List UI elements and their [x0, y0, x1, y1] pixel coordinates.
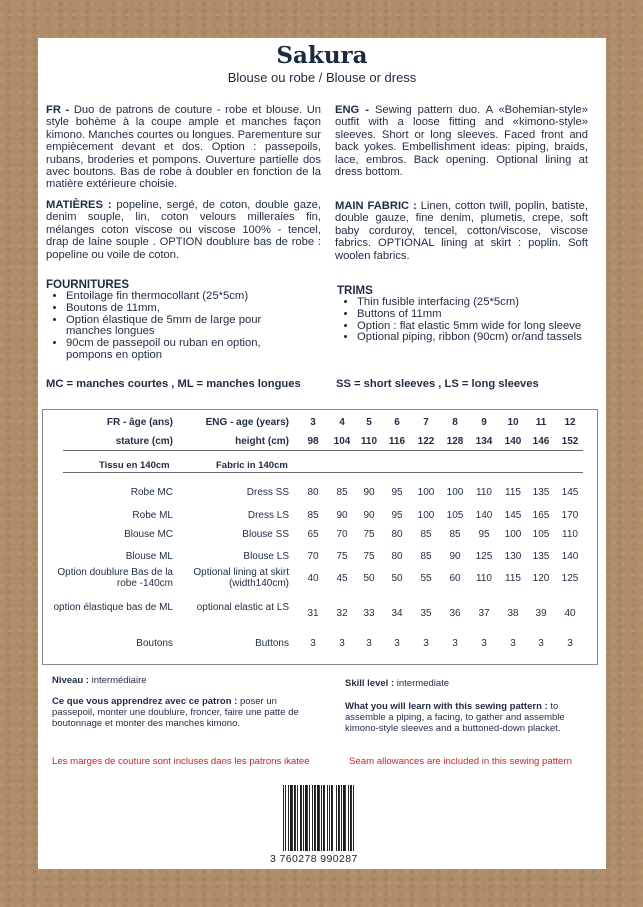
barcode-bar [331, 785, 333, 851]
table-cell: 105 [532, 529, 550, 540]
table-cell: 40 [307, 573, 319, 584]
row-label-fr: Robe ML [132, 510, 173, 521]
eng-trims [337, 285, 607, 344]
barcode-bar [343, 785, 346, 851]
fr-materials-text: popeline, sergé, de coton, double gaze, denim souple, lin, coton velours milleraies fin, mélanges coton viscose ou viscose 100% - tencel, drap de laine souple . OPTION doublure bas de robe : popeline ou voile de coton. [46, 199, 321, 261]
eng-level-value: intermediate [396, 678, 450, 689]
pattern-back-cover [38, 38, 606, 869]
table-cell: 100 [417, 510, 435, 521]
barcode-bar [323, 785, 325, 851]
eng-trims-title: TRIMS [337, 285, 373, 297]
table-cell: 3 [310, 638, 316, 649]
age-header-cell: 6 [394, 417, 400, 428]
pattern-subtitle: Blouse ou robe / Blouse or dress [227, 70, 417, 85]
table-cell: 130 [504, 551, 522, 562]
height-header-cell: 98 [307, 436, 319, 447]
eng-abbreviations: SS = short sleeves , LS = long sleeves [336, 378, 539, 390]
eng-materials [335, 200, 588, 262]
table-cell: 3 [394, 638, 400, 649]
row-label-fr: Robe MC [130, 487, 173, 498]
barcode-bar [321, 785, 322, 851]
table-cell: 145 [561, 487, 579, 498]
eng-trim-item: • Thin fusible interfacing (25*5cm) [357, 297, 607, 309]
height-header-cell: 140 [504, 436, 522, 447]
table-cell: 110 [562, 529, 578, 540]
table-cell: 37 [478, 608, 490, 619]
table-cell: 95 [391, 510, 403, 521]
row-label-eng: Optional lining at skirt (width140cm) [193, 567, 289, 589]
barcode-bar [338, 785, 340, 851]
age-header-cell: 11 [535, 417, 547, 428]
fr-supplies [46, 279, 306, 362]
fr-learn [52, 696, 314, 729]
table-cell: 60 [449, 573, 461, 584]
barcode-bar [336, 785, 337, 851]
eng-learn-text: to assemble a piping, a facing, to gather and assemble kimono-style sleeves and a buttoned-down placket. [345, 701, 565, 734]
barcode-bar [314, 785, 316, 851]
table-cell: 140 [475, 510, 493, 521]
height-header-cell: 128 [446, 436, 464, 447]
age-header-cell: 12 [564, 417, 576, 428]
barcode-bar [294, 785, 296, 851]
fr-intro-text: Duo de patrons de couture - robe et blouse. Un style bohème à la coupe ample et manches façon kimono. Manches courtes ou longues. Parementure sur empiècement devant et dos. Option : passepoils, rubans, broderies et pompons. Ouverture partielle dos avec boutons. Bas de robe à doubler en fonction de la matière extérieure choisie. [46, 104, 322, 191]
eng-materials-label: MAIN FABRIC : [335, 200, 417, 212]
table-cell: 35 [420, 608, 432, 619]
table-cell: 95 [478, 529, 490, 540]
age-header-cell: 8 [452, 417, 458, 428]
row-label-eng: Blouse LS [243, 551, 289, 562]
table-cell: 38 [507, 608, 519, 619]
row-label-eng: Dress LS [247, 510, 289, 521]
barcode-bar [341, 785, 342, 851]
table-cell: 80 [391, 551, 403, 562]
table-cell: 145 [504, 510, 522, 521]
table-cell: 90 [363, 487, 375, 498]
header-divider [63, 450, 583, 451]
eng-trim-item: • Option : flat elastic 5mm wide for long sleeve [357, 321, 607, 333]
table-cell: 50 [363, 573, 375, 584]
table-cell: 80 [307, 487, 319, 498]
fr-level [52, 675, 312, 686]
eng-intro-text: Sewing pattern duo. A «Bohemian-style» outfit with a loose fitting and «kimono-style» sleeves. Short or long sleeves. Faced front and back yokes. Embellishment ideas: piping, braids, lace, embros. Back opening. Optional lining at dress bottom. [335, 104, 589, 179]
fr-supply-item: • Boutons de 11mm, [66, 303, 306, 315]
table-cell: 90 [449, 551, 461, 562]
fabric-fr-header: Tissu en 140cm [99, 460, 170, 471]
barcode-bar [290, 785, 293, 851]
table-cell: 3 [366, 638, 372, 649]
table-cell: 36 [449, 608, 461, 619]
barcode-bar [303, 785, 304, 851]
fr-supplies-list [46, 291, 306, 362]
table-cell: 33 [363, 608, 375, 619]
height-header-cell: 110 [360, 436, 378, 447]
table-cell: 110 [476, 487, 492, 498]
fr-learn-text: poser un passepoil, monter une doublure, froncer, faire une patte de boutonnage et monter des manches kimono. [52, 696, 299, 729]
barcode-bar [312, 785, 313, 851]
table-cell: 3 [339, 638, 345, 649]
height-header-cell: 104 [333, 436, 351, 447]
age-eng-header: ENG - age (years) [205, 417, 289, 428]
table-cell: 75 [363, 551, 375, 562]
table-cell: 125 [475, 551, 493, 562]
table-cell: 80 [391, 529, 403, 540]
age-header-cell: 9 [481, 417, 487, 428]
table-cell: 50 [391, 573, 403, 584]
table-cell: 125 [561, 573, 579, 584]
table-cell: 135 [532, 487, 550, 498]
barcode-image [282, 785, 388, 853]
barcode-bar [285, 785, 286, 851]
barcode-bar [348, 785, 349, 851]
fr-supply-item: • Option élastique de 5mm de large pour manches longues [66, 315, 306, 339]
age-fr-header: FR - âge (ans) [106, 417, 173, 428]
yardage-table [42, 409, 598, 665]
eng-materials-text: Linen, cotton twill, poplin, batiste, double gauze, fine denim, plumetis, crepe, soft baby corduroy, tencel, cotton/viscose, viscose fabrics. OPTIONAL lining at skirt : poplin. Soft woolen fabrics. [335, 200, 588, 262]
barcode-bar [329, 785, 330, 851]
height-header-cell: 152 [561, 436, 579, 447]
eng-level [345, 678, 595, 689]
table-cell: 95 [391, 487, 403, 498]
table-cell: 3 [538, 638, 544, 649]
table-cell: 34 [391, 608, 403, 619]
table-cell: 65 [307, 529, 319, 540]
fr-supply-item: • 90cm de passepoil ou ruban en option, pompons en option [66, 338, 306, 362]
table-cell: 31 [307, 608, 319, 619]
barcode-bar [350, 785, 352, 851]
barcode-bar [309, 785, 310, 851]
fr-level-label: Niveau : [52, 675, 89, 686]
eng-learn [345, 701, 597, 734]
table-cell: 85 [449, 529, 461, 540]
table-cell: 100 [446, 487, 464, 498]
table-cell: 115 [505, 487, 521, 498]
table-cell: 85 [420, 529, 432, 540]
eng-intro-label: ENG - [335, 104, 369, 116]
fr-materials [46, 199, 321, 261]
eng-trim-item: • Buttons of 11mm [357, 309, 607, 321]
eng-seam-note: Seam allowances are included in this sewing pattern [349, 756, 572, 767]
table-cell: 115 [505, 573, 521, 584]
table-cell: 75 [336, 551, 348, 562]
row-label-eng: Dress SS [246, 487, 289, 498]
eng-trims-list [337, 297, 607, 344]
table-cell: 85 [420, 551, 432, 562]
barcode-bar [288, 785, 289, 851]
row-label-fr: Blouse ML [125, 551, 173, 562]
row-label-fr: option élastique bas de ML [53, 602, 173, 613]
row-label-fr: Blouse MC [124, 529, 173, 540]
table-cell: 120 [532, 573, 550, 584]
table-cell: 70 [336, 529, 348, 540]
age-header-cell: 4 [339, 417, 345, 428]
table-cell: 3 [452, 638, 458, 649]
age-header-cell: 7 [423, 417, 429, 428]
eng-trim-item: • Optional piping, ribbon (90cm) or/and tassels [357, 332, 607, 344]
height-header-cell: 116 [388, 436, 406, 447]
table-cell: 170 [561, 510, 579, 521]
table-cell: 85 [336, 487, 348, 498]
table-cell: 165 [532, 510, 550, 521]
table-cell: 3 [510, 638, 516, 649]
table-cell: 3 [481, 638, 487, 649]
fr-intro [46, 104, 321, 191]
barcode-bar [327, 785, 328, 851]
table-cell: 39 [535, 608, 547, 619]
eng-level-label: Skill level : [345, 678, 395, 689]
table-cell: 3 [423, 638, 429, 649]
table-cell: 140 [561, 551, 579, 562]
section-divider [63, 472, 583, 473]
fr-materials-label: MATIÈRES : [46, 199, 112, 211]
fr-learn-label: Ce que vous apprendrez avec ce patron : [52, 696, 238, 707]
table-cell: 32 [336, 608, 348, 619]
fr-supplies-title: FOURNITURES [46, 279, 130, 291]
height-header-cell: 146 [532, 436, 550, 447]
table-cell: 3 [567, 638, 573, 649]
age-header-cell: 5 [366, 417, 372, 428]
fr-supply-item: • Entoilage fin thermocollant (25*5cm) [66, 291, 306, 303]
fabric-eng-header: Fabric in 140cm [216, 460, 288, 471]
table-cell: 70 [307, 551, 319, 562]
height-header-cell: 122 [417, 436, 435, 447]
table-cell: 110 [476, 573, 492, 584]
stature-fr-header: stature (cm) [115, 436, 173, 447]
row-label-fr: Option doublure Bas de la robe -140cm [57, 567, 173, 589]
table-cell: 135 [532, 551, 550, 562]
age-header-cell: 10 [507, 417, 519, 428]
row-label-eng: Buttons [255, 638, 289, 649]
barcode-bar [297, 785, 298, 851]
pattern-title: Sakura [276, 42, 368, 69]
table-cell: 105 [446, 510, 464, 521]
table-cell: 90 [363, 510, 375, 521]
barcode-bar [317, 785, 320, 851]
eng-intro [335, 104, 588, 178]
row-label-eng: Blouse SS [242, 529, 289, 540]
height-header-cell: 134 [475, 436, 493, 447]
table-cell: 45 [336, 573, 348, 584]
table-cell: 100 [417, 487, 435, 498]
row-label-fr: Boutons [136, 638, 173, 649]
table-cell: 100 [504, 529, 522, 540]
table-cell: 75 [363, 529, 375, 540]
barcode-bar [305, 785, 308, 851]
fr-level-value: intermédiaire [91, 675, 147, 686]
table-cell: 85 [307, 510, 319, 521]
fr-abbreviations: MC = manches courtes , ML = manches longues [46, 378, 301, 390]
barcode-bar [353, 785, 354, 851]
eng-learn-label: What you will learn with this sewing pattern : [345, 701, 548, 712]
age-header-cell: 3 [310, 417, 316, 428]
row-label-eng: optional elastic at LS [196, 602, 289, 613]
barcode-bar [283, 785, 284, 851]
table-cell: 55 [420, 573, 432, 584]
fr-intro-label: FR - [46, 104, 70, 116]
height-eng-header: height (cm) [235, 436, 289, 447]
fr-seam-note: Les marges de couture sont incluses dans les patrons ikatee [52, 756, 310, 767]
barcode-bar [300, 785, 302, 851]
table-cell: 40 [564, 608, 576, 619]
barcode-number: 3 760278 990287 [270, 853, 358, 865]
table-cell: 90 [336, 510, 348, 521]
